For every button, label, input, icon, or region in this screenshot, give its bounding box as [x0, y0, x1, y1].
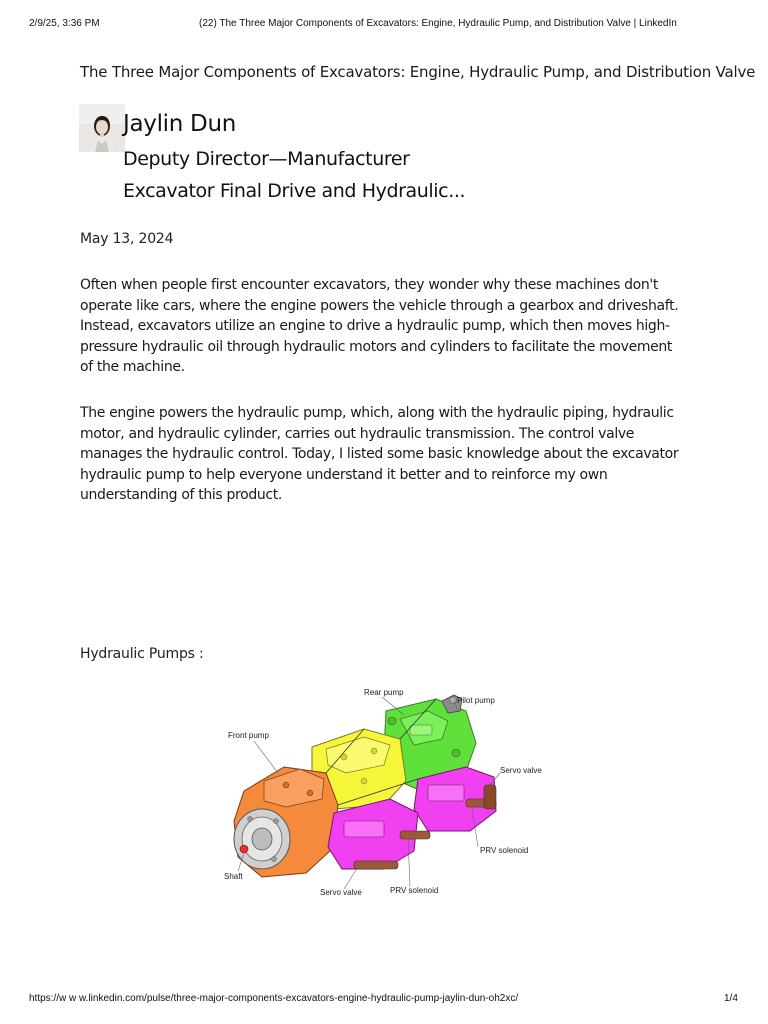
label-front-pump: Front pump: [228, 731, 269, 740]
label-shaft: Shaft: [224, 872, 243, 881]
author-role: Deputy Director—Manufacturer: [123, 148, 410, 170]
article-paragraph-2: The engine powers the hydraulic pump, which, along with the hydraulic piping, hydraulic motor, and hydraulic cylinder, carries out hydraulic transmission. The control valve manages the hydraulic control. Today, I listed some basic knowledge about the excavator hydraulic pump to help everyone understand it better and to reinforce my own understanding of this product.: [80, 405, 679, 503]
print-footer: [0, 993, 768, 1007]
label-servo-valve-right: Servo valve: [500, 766, 542, 775]
article-paragraph-1: Often when people first encounter excavators, they wonder why these machines don't operate like cars, where the engine powers the vehicle through a gearbox and driveshaft. Instead, excavators utilize an engine to drive a hydraulic pump, which then moves high-pressure hydraulic oil through hydraulic motors and cylinders to facilitate the movement of the machine.: [80, 277, 679, 375]
author-avatar[interactable]: [79, 104, 125, 152]
hydraulic-pump-illustration: [214, 681, 552, 897]
print-url: https://w w w.linkedin.com/pulse/three-major-components-excavators-engine-hydraulic-pump-jaylin-dun-oh2xc/: [29, 993, 519, 1004]
print-header: [0, 18, 768, 32]
hydraulic-pump-figure: [214, 681, 552, 897]
author-company: Excavator Final Drive and Hydraulic...: [123, 180, 466, 202]
label-servo-valve-bottom: Servo valve: [320, 888, 362, 897]
publish-date: May 13, 2024: [80, 231, 174, 247]
print-datetime: 2/9/25, 3:36 PM: [29, 18, 100, 29]
section-heading-hydraulic-pumps: Hydraulic Pumps :: [80, 646, 204, 662]
label-rear-pump: Rear pump: [364, 688, 404, 697]
author-name[interactable]: Jaylin Dun: [123, 111, 237, 137]
label-prv-solenoid-bottom: PRV solenoid: [390, 886, 439, 895]
print-page-number: 1/4: [724, 993, 738, 1004]
article-title: The Three Major Components of Excavators: Engine, Hydraulic Pump, and Distribution Valve: [80, 63, 756, 81]
label-prv-solenoid-right: PRV solenoid: [480, 846, 529, 855]
print-page-title: (22) The Three Major Components of Excavators: Engine, Hydraulic Pump, and Distribution Valve | LinkedIn: [199, 18, 677, 29]
label-pilot-pump: Pilot pump: [457, 696, 495, 705]
